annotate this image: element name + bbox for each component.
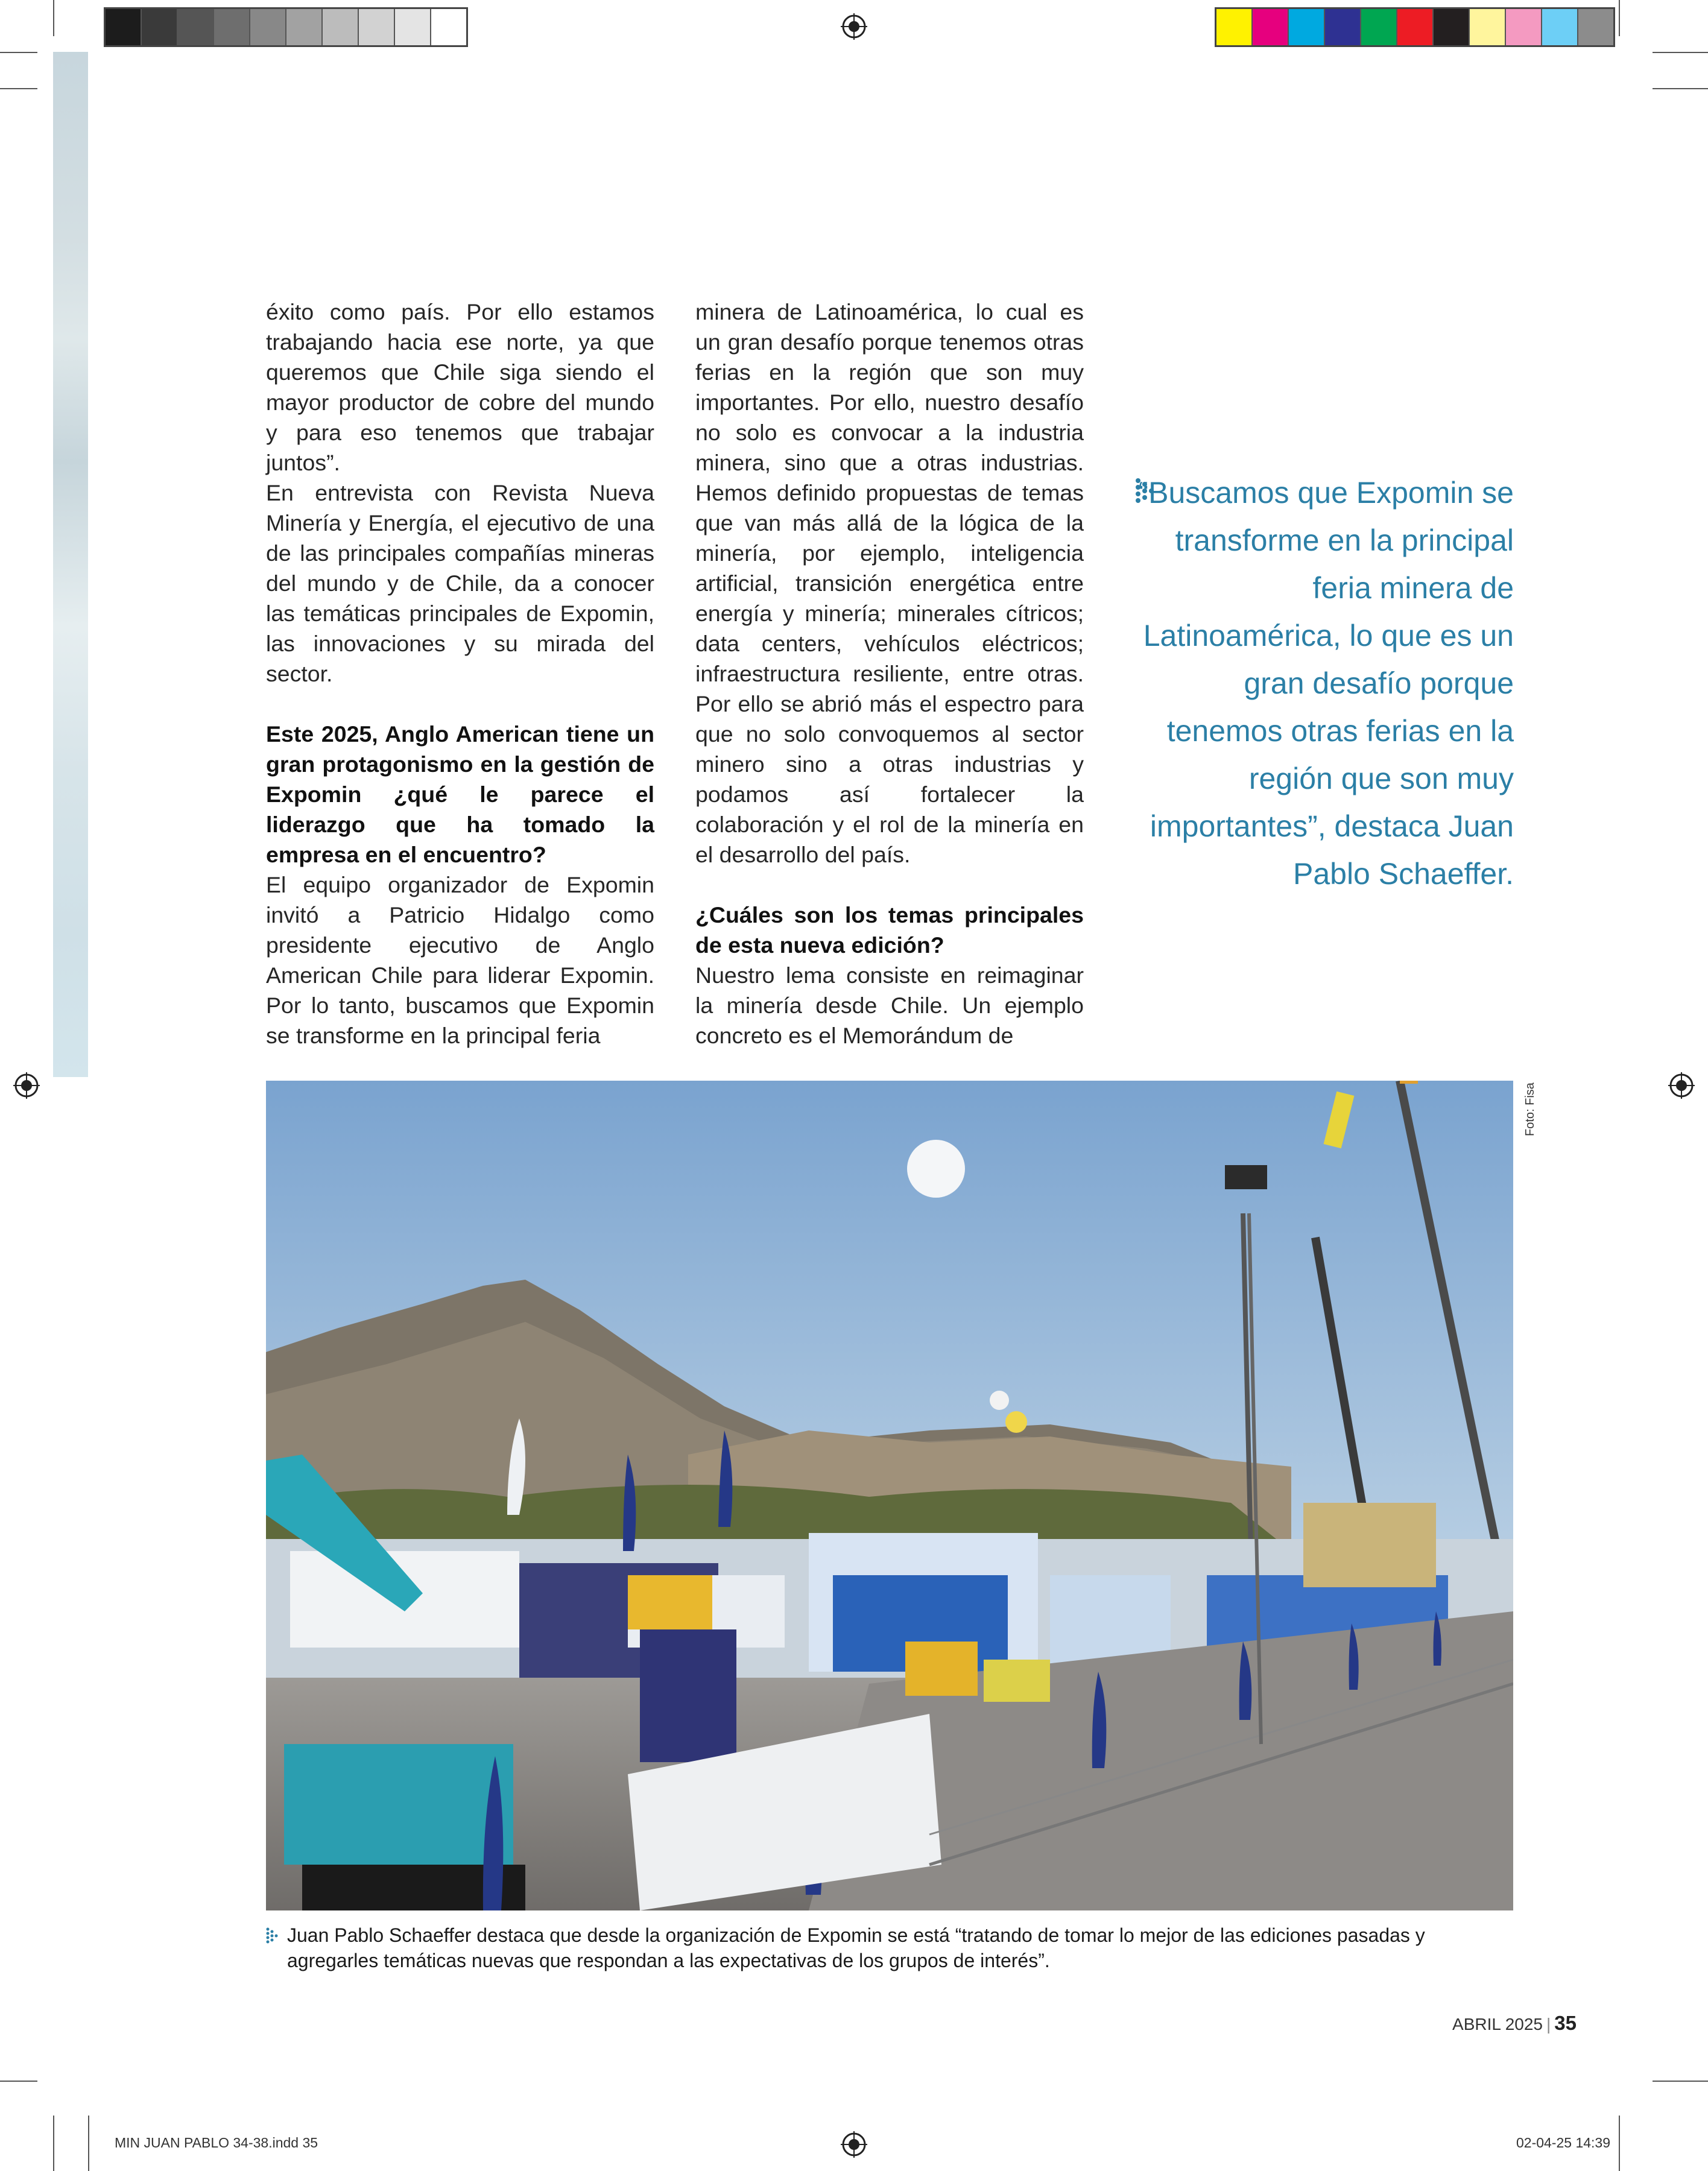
photo-credit-text: Foto: Fisa [1523, 1082, 1537, 1136]
registration-mark-icon [1668, 1072, 1695, 1099]
dotted-bullet-icon [266, 1927, 279, 1945]
gray-swatch [1577, 9, 1613, 45]
registration-mark-icon [841, 13, 867, 40]
issue-date: ABRIL 2025 [1452, 2015, 1543, 2034]
crop-mark [1619, 0, 1620, 36]
gray-swatch [285, 9, 321, 45]
expomin-fair-photo [266, 1081, 1513, 1910]
article-paragraph: En entrevista con Revista Nueva Minería y Energía, el ejecutivo de una de las principales compañías mineras del mundo y de Chile, da a conocer las temáticas principales de Expomin, las innovaciones y su mirada del sector. [266, 480, 654, 686]
article-paragraph: minera de Latinoamérica, lo cual es un gran desafío porque tenemos otras ferias en la región que son muy importantes. Por ello, nuestro desafío no solo es convocar a la industria minera, sino que a otras industrias. Hemos definido propuestas de temas que van más allá de la lógica de la minería, por ejemplo, inteligencia artificial, transición energética entre energía y minería; minerales cítricos; data centers, vehículos eléctricos; infraestructura resiliente, entre otras. Por ello se abrió más el espectro para que no solo convoquemos al sector minero sino a otras industrias y podamos así fortalecer la colaboración y el rol de la minería en el desarrollo del país. [695, 299, 1084, 867]
article-paragraph: éxito como país. Por ello estamos trabajando hacia ese norte, ya que queremos que Chile siga siendo el mayor productor de cobre del mundo y para eso tenemos que trabajar juntos”. [266, 299, 654, 475]
cyan-swatch [1288, 9, 1324, 45]
gray-swatch [177, 9, 213, 45]
registration-mark-icon [13, 1072, 40, 1099]
crop-mark [1653, 52, 1708, 53]
crop-mark [0, 88, 37, 89]
article-paragraph: Nuestro lema consiste en reimaginar la minería desde Chile. Un ejemplo concreto es el Memorándum de [695, 962, 1084, 1048]
photo-credit [1507, 1079, 1543, 1146]
registration-mark-icon [841, 2131, 867, 2158]
gray-swatch [358, 9, 394, 45]
indd-file-slug: MIN JUAN PABLO 34-38.indd 35 [115, 2135, 318, 2150]
light-cyan-swatch [1541, 9, 1577, 45]
process-color-bar [1215, 7, 1615, 47]
print-timestamp: 02-04-25 14:39 [1516, 2135, 1610, 2150]
gray-swatch [213, 9, 249, 45]
black-swatch [1432, 9, 1469, 45]
page-folio: ABRIL 2025 | 35 [1452, 2012, 1577, 2034]
gray-swatch [141, 9, 177, 45]
magenta-swatch [1251, 9, 1288, 45]
pink-swatch [1505, 9, 1541, 45]
crop-mark [1653, 88, 1708, 89]
photo-caption: Juan Pablo Schaeffer destaca que desde la organización de Expomin se está “tratando de tomar lo mejor de las ediciones pasadas y agregarles temáticas nuevas que respondan a las expectativas de los grupos de interés”. [287, 1924, 1425, 1971]
gray-swatch [321, 9, 358, 45]
crop-mark [88, 2116, 89, 2171]
gray-swatch [394, 9, 430, 45]
fair-scene-illustration [266, 1081, 1513, 1910]
light-yellow-swatch [1469, 9, 1505, 45]
red-swatch [1396, 9, 1432, 45]
article-column-2 [695, 297, 1084, 1051]
crop-mark [0, 2081, 37, 2082]
yellow-swatch [1216, 9, 1251, 45]
crop-mark [0, 52, 37, 53]
interview-question: Este 2025, Anglo American tiene un gran protagonismo en la gestión de Expomin ¿qué le parece el liderazgo que ha tomado la empresa en el encuentro? [266, 721, 654, 867]
crop-mark [1619, 2116, 1620, 2171]
decorative-side-strip [53, 52, 88, 1077]
article-paragraph: El equipo organizador de Expomin invitó a Patricio Hidalgo como presidente ejecutivo de Anglo American Chile para liderar Expomin. Por lo tanto, buscamos que Expomin se transforme en la principal feria [266, 872, 654, 1048]
article-column-1 [266, 297, 654, 1051]
crop-mark [53, 0, 54, 36]
gray-swatch [106, 9, 141, 45]
crop-mark [1653, 2081, 1708, 2082]
grayscale-color-bar [104, 7, 468, 47]
crop-mark [53, 2116, 54, 2171]
pull-quote: “Buscamos que Expomin se transforme en la principal feria minera de Latinoamérica, lo que es un gran desafío porque tenemos otras ferias en la región que son muy importantes”, destaca Juan Pablo Schaeffer. [1138, 476, 1514, 891]
gray-swatch [430, 9, 466, 45]
gray-swatch [249, 9, 285, 45]
page-number: 35 [1554, 2012, 1577, 2034]
green-swatch [1360, 9, 1396, 45]
blue-swatch [1324, 9, 1360, 45]
interview-question: ¿Cuáles son los temas principales de esta nueva edición? [695, 902, 1084, 958]
